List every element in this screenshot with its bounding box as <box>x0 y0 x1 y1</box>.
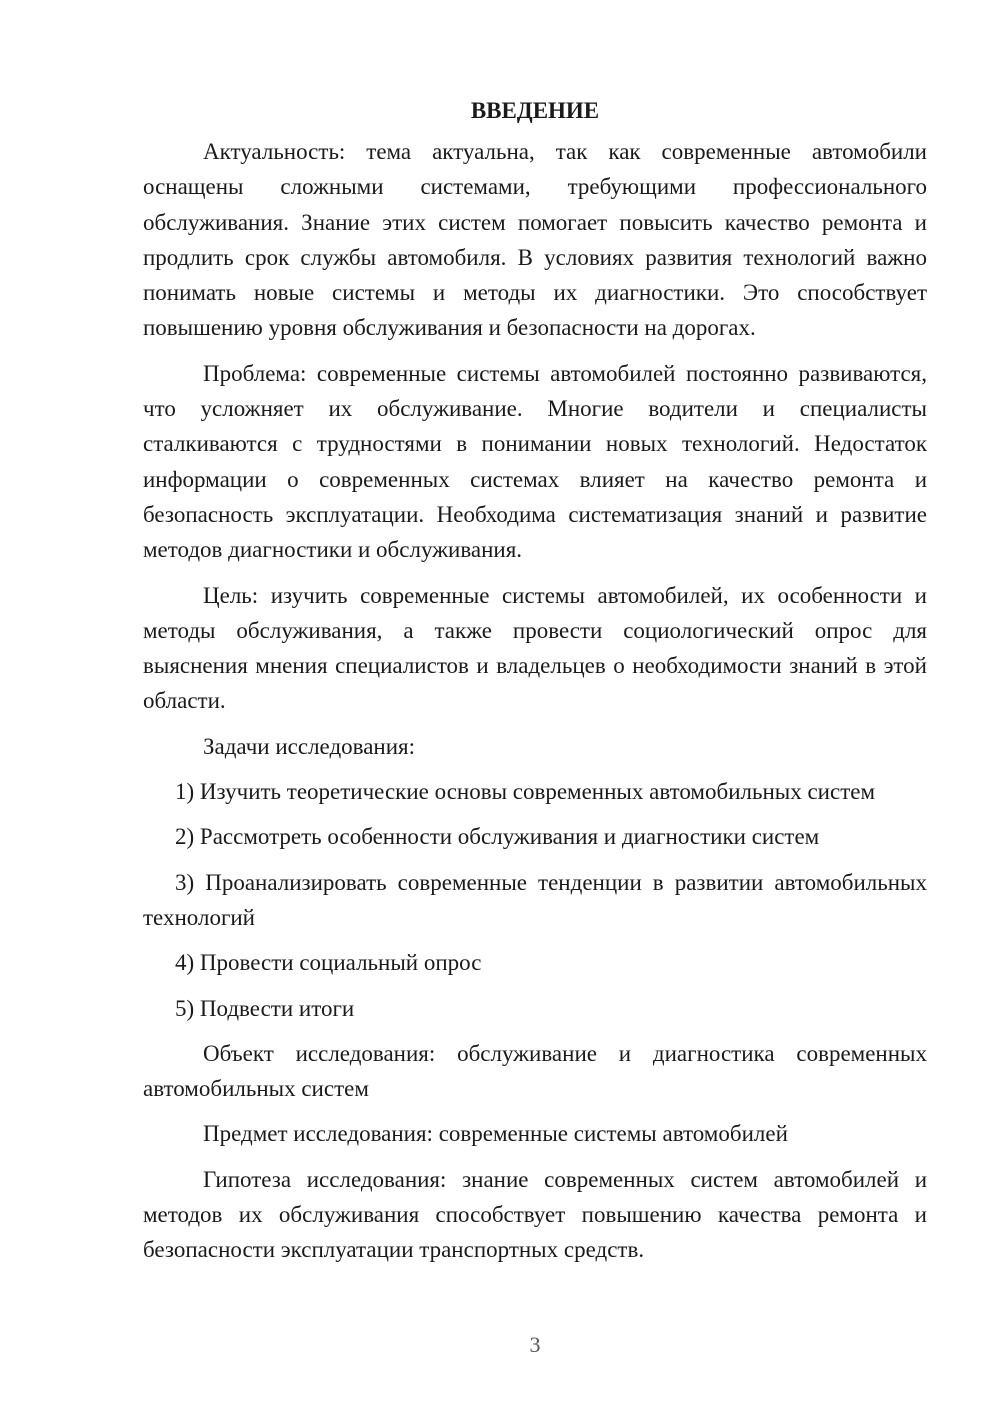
page-content <box>143 93 927 1278</box>
paragraph-hypothesis: Гипотеза исследования: знание современных систем автомобилей и методов их обслуживания способствует повышению качества ремонта и безопасности эксплуатации транспортных средств. <box>143 1166 927 1263</box>
task-item-2: 2) Рассмотреть особенности обслуживания и диагностики систем <box>175 824 820 850</box>
task-item-4: 4) Провести социальный опрос <box>175 950 482 976</box>
paragraph-goal: Цель: изучить современные системы автомобилей, их особенности и методы обслуживания, а также провести социологический опрос для выяснения мнения специалистов и владельцев о необходимости знаний в этой области. <box>143 582 927 714</box>
paragraph-subject: Предмет исследования: современные системы автомобилей <box>203 1121 788 1147</box>
paragraph-relevance: Актуальность: тема актуальна, так как современные автомобили оснащены сложными системами, требующими профессионального обслуживания. Знание этих систем помогает повысить качество ремонта и продлить срок службы автомобиля. В условиях развития технологий важно понимать новые системы и методы их диагностики. Это способствует повышению уровня обслуживания и безопасности на дорогах. <box>143 139 927 341</box>
paragraph-problem: Проблема: современные системы автомобилей постоянно развиваются, что усложняет их обслуживание. Многие водители и специалисты сталкиваются с трудностями в понимании новых технологий. Недостаток информации о современных системах влияет на качество ремонта и безопасность эксплуатации. Необходима систематизация знаний и развитие методов диагностики и обслуживания. <box>143 360 927 563</box>
task-item-5: 5) Подвести итоги <box>175 995 355 1021</box>
task-item-3: 3) Проанализировать современные тенденции в развитии автомобильных технологий <box>143 869 927 930</box>
task-item-1: 1) Изучить теоретические основы современных автомобильных систем <box>175 779 876 805</box>
paragraph-object: Объект исследования: обслуживание и диагностика современных автомобильных систем <box>143 1040 927 1102</box>
page-title: ВВЕДЕНИЕ <box>470 98 600 123</box>
tasks-heading: Задачи исследования: <box>203 733 416 759</box>
page-number: 3 <box>529 1332 541 1357</box>
